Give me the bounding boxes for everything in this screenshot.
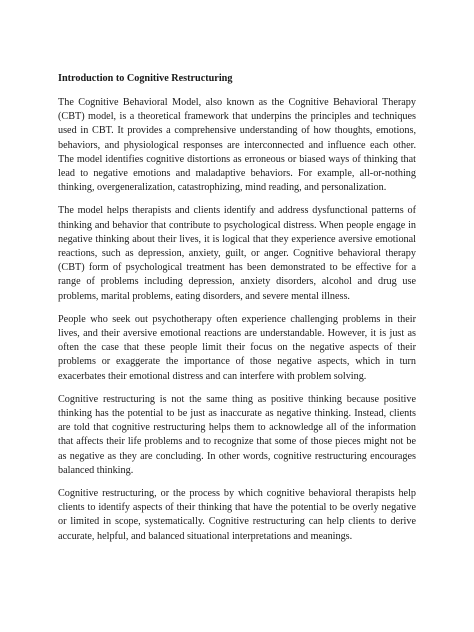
paragraph-not-positive-thinking: Cognitive restructuring is not the same thing as positive thinking because positive thinking has the potential to be just as inaccurate as negative thinking. Instead, clients are told that cognitive restructuring helps them to acknowledge all of the information that affects their life problems and to recognize that some of those pieces might not be as negative as they are concluding. In other words, cognitive restructuring encourages balanced thinking.: [58, 393, 416, 476]
paragraph-cbt-model: The Cognitive Behavioral Model, also known as the Cognitive Behavioral Therapy (CBT) model, is a theoretical framework that underpins the principles and techniques used in CBT. It provides a comprehensive understanding of how thoughts, emotions, behaviors, and physiological responses are interconnected and influence each other. The model identifies cognitive distortions as erroneous or biased ways of thinking that lead to negative emotions and maladaptive behaviors. For example, all-or-nothing thinking, overgeneralization, catastrophizing, mind reading, and personalization.: [58, 97, 416, 194]
paragraph-psychotherapy-problems: People who seek out psychotherapy often experience challenging problems in their lives, and their aversive emotional reactions are understandable. However, it is just as often the case that these people limit their focus on the negative aspects of their problems or exaggerate the importance of those negative aspects, which in turn exacerbates their emotional distress and can interfere with problem solving.: [58, 313, 416, 382]
document-page: [58, 72, 416, 553]
paragraph-dysfunctional-patterns: The model helps therapists and clients identify and address dysfunctional patterns of thinking and behavior that contribute to psychological distress. When people engage in negative thinking about their lives, it is logical that they experience aversive emotional reactions, such as depression, anxiety, guilt, or anger. Cognitive behavioral therapy (CBT) form of psychological treatment has been demonstrated to be effective for a range of problems including depression, anxiety disorders, alcohol and drug use problems, marital problems, eating disorders, and severe mental illness.: [58, 205, 416, 302]
paragraph-cognitive-restructuring: Cognitive restructuring, or the process by which cognitive behavioral therapists help clients to identify aspects of their thinking that have the potential to be overly negative or limited in scope, systematically. Cognitive restructuring can help clients to derive accurate, helpful, and balanced situational interpretations and meanings.: [58, 488, 416, 542]
document-title: Introduction to Cognitive Restructuring: [58, 73, 233, 84]
